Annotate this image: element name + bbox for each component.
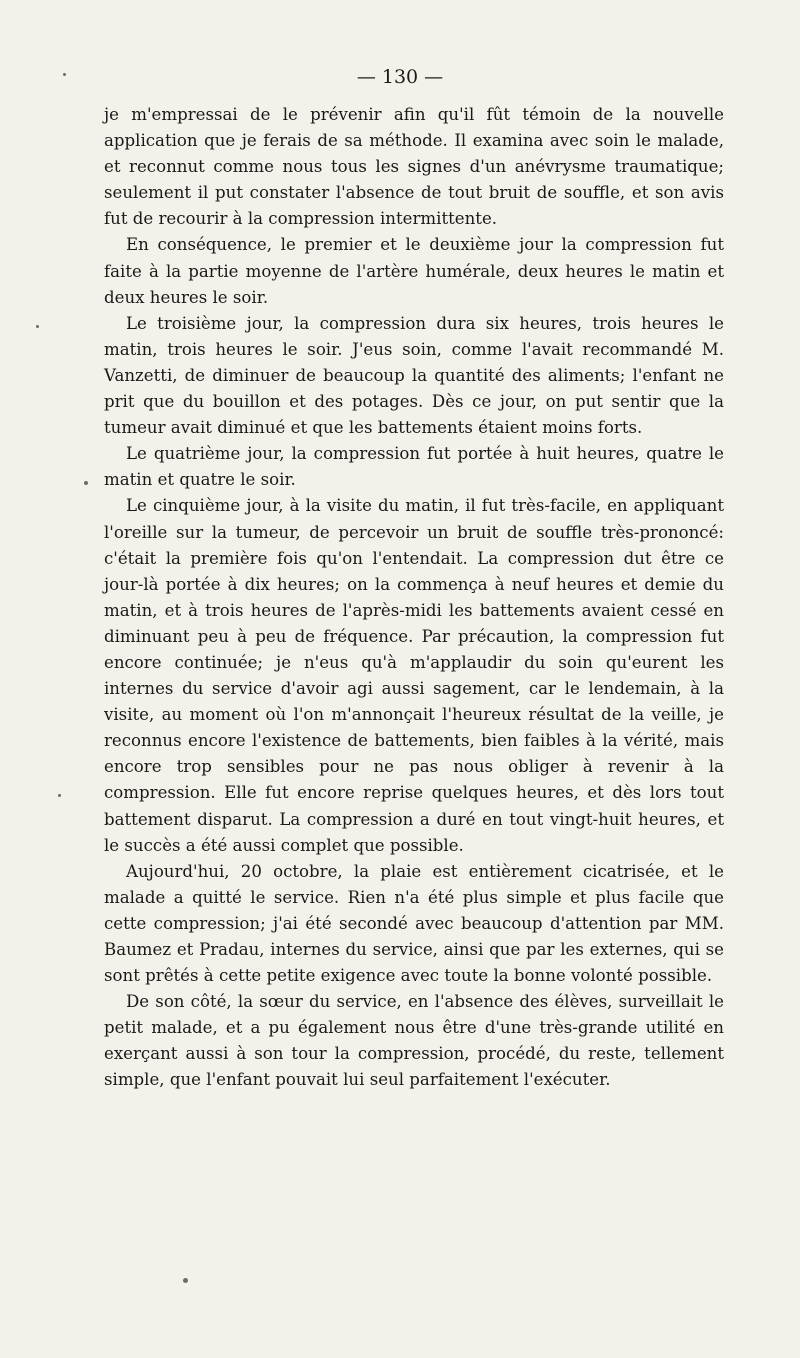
paragraph: je m'empressai de le prévenir afin qu'il fût témoin de la nouvelle application que je ferais de sa méthode. Il examina avec soin le malade, et reconnut comme nous tous les signes d'un anévrysme traumatique; seulement il put constater l'absence de tout bruit de souffle, et son avis fut de recourir à la compression intermittente.: [104, 105, 724, 229]
paragraph: Le cinquième jour, à la visite du matin, il fut très-facile, en appliquant l'oreille sur la tumeur, de percevoir un bruit de souffle très-prononcé: c'était la première fois qu'on l'entendait. La compression dut être ce jour-là portée à dix heures; on la commença à neuf heures et demie du matin, et à trois heures de l'après-midi les battements avaient cessé en diminuant peu à peu de fréquence. Par précaution, la compression fut encore continuée; je n'eus qu'à m'applaudir du soin qu'eurent les internes du service d'avoir agi aussi sagement, car le lendemain, à la visite, au moment où l'on m'annonçait l'heureux résultat de la veille, je reconnus encore l'existence de battements, bien faibles à la vérité, mais encore trop sensibles pour ne pas nous obliger à revenir à la compression. Elle fut encore reprise quelques heures, et dès lors tout battement disparut. La compression a duré en tout vingt-huit heures, et le succès a été aussi complet que possible.: [104, 496, 724, 855]
page-number: — 130 —: [356, 66, 444, 88]
body-text: [104, 102, 724, 1094]
paragraph: De son côté, la sœur du service, en l'absence des élèves, surveillait le petit malade, et a pu également nous être d'une très-grande utilité en exerçant aussi à son tour la compression, procédé, du reste, tellement simple, que l'enfant pouvait lui seul parfaitement l'exécuter.: [104, 992, 724, 1090]
paper-speck: [58, 794, 61, 797]
paragraph: Aujourd'hui, 20 octobre, la plaie est entièrement cicatrisée, et le malade a quitté le service. Rien n'a été plus simple et plus facile que cette compression; j'ai été secondé avec beaucoup d'attention par MM. Baumez et Pradau, internes du service, ainsi que par les externes, qui se sont prêtés à cette petite exigence avec toute la bonne volonté possible.: [104, 861, 724, 986]
paragraph: En conséquence, le premier et le deuxième jour la compression fut faite à la partie moyenne de l'artère humérale, deux heures le matin et deux heures le soir.: [104, 235, 724, 307]
paper-speck: [183, 1278, 188, 1283]
paper-speck: [84, 481, 88, 485]
paper-speck: [36, 325, 39, 328]
paragraph: Le quatrième jour, la compression fut portée à huit heures, quatre le matin et quatre le soir.: [104, 444, 724, 490]
paragraph: Le troisième jour, la compression dura six heures, trois heures le matin, trois heures le soir. J'eus soin, comme l'avait recommandé M. Vanzetti, de diminuer de beaucoup la quantité des aliments; l'enfant ne prit que du bouillon et des potages. Dès ce jour, on put sentir que la tumeur avait diminué et que les battements étaient moins forts.: [104, 313, 724, 438]
paper-speck: [63, 73, 66, 76]
